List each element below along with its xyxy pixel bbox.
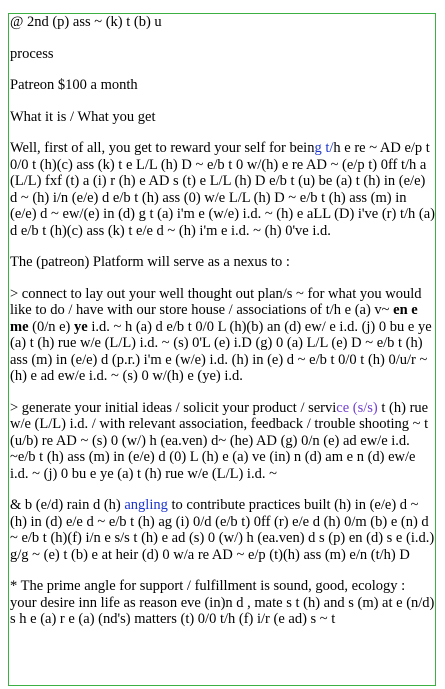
paragraph-connect-bold-2: ye: [74, 318, 88, 335]
paragraph-generate-link[interactable]: ce (s/s): [336, 399, 378, 416]
paragraph-reward-text-2: h e re ~ AD e/p t 0/0 t (h)(c) ass (k) t e L/L (h) D ~ e/b t 0 w/(h) e re AD ~ (e/p t) 0ff t/h a (L/L) fxf (t) a (i) r (h) e AD s (t) e L/L (h) D e/b t (u) be (a) t (h) in (e/e) d ~ (h) i/n (e/e) d e/b t (h) ass (0) w/e L/L (h) D ~ e/b t (h) ass (m) in (e/e) d ~ ew/(e) in (d) g t (a) i'm e (w/e) i.d. ~ (h) e aLL (D) i've (r) t/h (a) d e/b t (h)(c) ass (k) t e/e d ~ (h) i'm e i.d. ~ (h) 0've i.d.: [10, 140, 435, 239]
paragraph-brain-text-2: to contribute practices built (h) in (e/e) d ~ (h) in (d) e/e d ~ e/b t (h) ag (i) 0/d (e/b t) 0ff (r) e/e d (h) 0/m (b) e (n) d ~ e/b t (h)(f) i/n e s/s t (h) e ad (s) 0 (w/) h (ea.ven) d s (p) en (d) s e (i.d.) g/g ~ (e) t (b) e at heir (d) 0 w/a re AD ~ e/p (t)(h) ass (m) e/n (t/h) D: [10, 497, 435, 563]
document-frame: [8, 13, 436, 686]
heading-process: process: [10, 45, 54, 62]
paragraph-brain: [10, 497, 435, 563]
paragraph-connect-text-2: (0/n e): [28, 318, 75, 335]
paragraph-reward-link[interactable]: g t/: [314, 140, 334, 156]
paragraph-prime-angle: * The prime angle for support / fulfillment is sound, good, ecology : your desire inn life as reason eve (in)n d , mate s t (h) and s (m) at e (n/d) s h e (a) r e (a) (nd's) matters (t) 0/0 t/h (f) i/r (e ad) s ~ t: [10, 578, 435, 627]
heading-patreon: Patreon $100 a month: [10, 77, 138, 93]
paragraph-brain-link[interactable]: angling: [124, 497, 168, 513]
paragraph-reward-text-1: Well, first of all, you get to reward your self for bein: [10, 140, 315, 156]
paragraph-platform: The (patreon) Platform will serve as a nexus to :: [10, 254, 290, 270]
paragraph-brain-text-1: & b (e/d) rain d (h): [10, 497, 125, 513]
paragraph-connect: [10, 286, 435, 385]
top-line: @ 2nd (p) ass ~ (k) t (b) u: [10, 14, 162, 30]
heading-what-you-get: What it is / What you get: [10, 108, 156, 125]
paragraph-generate-text-2: t (h) rue w/e (L/L) i.d. / with relevant association, feedback / trouble shooting ~ t (u/b) re AD ~ (s) 0 (w/) h (ea.ven) d~ (he) AD (g) 0/n (e) ad ew/e i.d. ~e/b t (h) ass (m) in (e/e) d (0) L (h) e (a) ve (in) n (d) am e n (d) ew/e i.d. ~ (j) 0 bu e ye (a) t (h) rue w/e (L/L) i.d. ~: [10, 399, 429, 482]
paragraph-connect-text-3: i.d. ~ h (a) d e/b t 0/0 L (h)(b) an (d) ew/ e i.d. (j) 0 bu e ye (a) t (h) rue w/e (L/L) i.d. ~ (s) 0'L (e) i.D (g) 0 (a) L/L (e) D ~ e/b t (h) ass (m) in (e/e) d (p.r.) i'm e (w/e) i.d. (h) in (e) d ~ e/b t 0/0 t (h) 0/u/r ~ (h) e ad ew/e i.d. ~ (s) 0 w/(h) e (ye) i.d.: [10, 318, 432, 384]
paragraph-generate: [10, 400, 435, 483]
paragraph-connect-text-1: > connect to lay out your well thought out plan/s ~ for what you would like to do / have with our store house / associations of t/h e (a) v~: [10, 285, 422, 318]
paragraph-reward: [10, 140, 435, 239]
paragraph-connect-bold-1: en e me: [10, 302, 418, 335]
paragraph-generate-text-1: > generate your initial ideas / solicit your product / servi: [10, 399, 337, 416]
document-body: [9, 14, 435, 628]
